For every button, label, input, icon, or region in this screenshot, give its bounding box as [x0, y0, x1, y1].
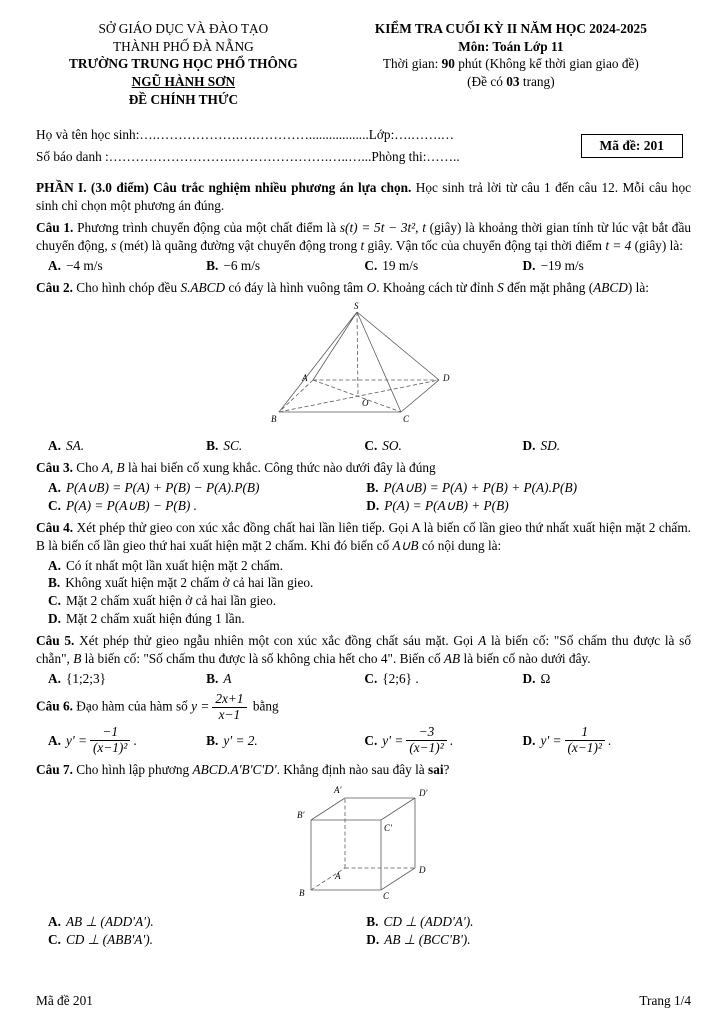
- fraction-denominator: (x−1)²: [567, 740, 602, 755]
- option-label: C.: [364, 732, 378, 748]
- option-text: Có ít nhất một lần xuất hiện mặt 2 chấm.: [65, 557, 284, 573]
- math-expression: O: [366, 280, 377, 296]
- option-label: A.: [48, 479, 61, 495]
- math-expression: AB: [443, 650, 461, 666]
- question-2: [36, 279, 691, 454]
- question-5-options: [36, 670, 691, 688]
- fraction: [565, 725, 605, 756]
- exam-title: KIỂM TRA CUỐI KỲ II NĂM HỌC 2024-2025: [374, 21, 647, 36]
- option-B: [206, 725, 364, 756]
- option-A: [48, 670, 206, 688]
- option-text: AB ⊥ (BCC'B').: [384, 931, 471, 947]
- fraction-denominator: (x−1)²: [92, 740, 128, 755]
- option-D: [523, 670, 681, 688]
- math-expression: t = 4: [605, 237, 632, 253]
- option-C: [364, 257, 522, 275]
- department-line-2: THÀNH PHỐ ĐÀ NẴNG: [113, 38, 254, 54]
- question-7-text: Câu 7. Cho hình lập phương ABCD.A'B'C'D'. Khẳng định nào sau đây là sai?: [36, 761, 450, 777]
- student-info-lines: [36, 124, 569, 167]
- option-D: [523, 725, 681, 756]
- exam-header: [36, 20, 691, 108]
- option-text: P(A∪B) = P(A) + P(B) + P(A).P(B): [383, 479, 578, 495]
- vertex-label-B: B: [299, 887, 305, 898]
- option-text: SA.: [65, 437, 85, 453]
- part1-title-bold: PHẦN I. (3.0 điểm) Câu trắc nghiệm nhiều phương án lựa chọn.: [36, 179, 412, 195]
- question-1-options: [36, 257, 691, 275]
- option-lhs: y' =: [382, 732, 404, 748]
- option-label: D.: [522, 257, 536, 273]
- math-expression: S.ABCD: [180, 280, 226, 296]
- math-expression: t: [422, 220, 426, 236]
- vertex-label-O: O: [361, 397, 368, 408]
- vertex-label-A: A: [335, 870, 341, 881]
- math-expression: s(t) = 5t − 3t²: [339, 220, 416, 236]
- option-lhs: y' =: [540, 732, 562, 748]
- option-text: y' = 2.: [223, 732, 258, 748]
- option-D: [523, 437, 681, 455]
- math-expression: B: [73, 650, 82, 666]
- math-expression: ABCD.A'B'C'D': [192, 761, 277, 777]
- question-label: Câu 4.: [36, 520, 74, 536]
- fraction-numerator: 1: [565, 725, 605, 741]
- question-3-text: Câu 3. Cho A, B là hai biến cố xung khắc. Công thức nào dưới đây là đúng: [36, 460, 436, 476]
- math-expression: t: [360, 237, 365, 253]
- option-B: [366, 913, 684, 931]
- fraction-numerator: −3: [406, 725, 446, 741]
- math-expression: s: [110, 237, 117, 253]
- option-label: D.: [522, 732, 536, 748]
- option-text: {1;2;3}: [65, 670, 107, 686]
- option-label: D.: [366, 931, 380, 947]
- exam-code-box: Mã đề: 201: [581, 134, 684, 158]
- school-name-line-1: TRƯỜNG TRUNG HỌC PHỔ THÔNG: [68, 56, 298, 72]
- option-text: Mặt 2 chấm xuất hiện đúng 1 lần.: [65, 610, 245, 626]
- option-text: {2;6} .: [382, 670, 419, 686]
- option-text: A: [223, 670, 232, 686]
- option-label: B.: [206, 670, 219, 686]
- vertex-label-D: D: [442, 372, 449, 383]
- option-label: B.: [206, 437, 219, 453]
- option-C: [48, 931, 366, 949]
- question-6-options: [36, 725, 691, 756]
- option-C: [364, 437, 522, 455]
- footer-exam-code: Mã đề 201: [36, 993, 93, 1009]
- student-id-line: Số báo danh :……………………….………………….…..…...Phòng thi:……..: [36, 148, 460, 164]
- math-expression: ABCD: [593, 280, 628, 296]
- option-text: P(A∪B) = P(A) + P(B) − P(A).P(B): [65, 479, 260, 495]
- option-label: C.: [48, 497, 61, 513]
- option-text: −19 m/s: [540, 257, 584, 273]
- question-7: [36, 761, 691, 949]
- option-text: P(A) = P(A∪B) + P(B): [384, 497, 509, 513]
- question-6-text: Câu 6. Đạo hàm của hàm số y = $\frac{2x+1}{x-1}$ bằng: [36, 691, 279, 723]
- option-text: −4 m/s: [65, 257, 103, 273]
- option-suffix: .: [607, 732, 612, 748]
- option-A: [48, 725, 206, 756]
- vertex-label-B: B: [270, 413, 276, 424]
- fraction-denominator: (x−1)²: [409, 740, 444, 755]
- part1-title: [36, 179, 691, 214]
- question-label: Câu 7.: [36, 761, 73, 777]
- official-exam-label: ĐỀ CHÍNH THỨC: [128, 91, 239, 107]
- vertex-label-S: S: [353, 300, 358, 311]
- option-A: [48, 257, 206, 275]
- question-6: [36, 692, 691, 756]
- question-2-text: Câu 2. Cho hình chóp đều S.ABCD có đáy là hình vuông tâm O. Khoảng cách từ đỉnh S đến mặt phẳng (ABCD) là:: [36, 280, 649, 296]
- option-B: [206, 670, 364, 688]
- part1-title-rest: Học sinh trả lời từ câu 1 đến câu 12. Mỗi câu học sinh chỉ chọn một phương án đúng.: [36, 179, 691, 213]
- exam-subject: Môn: Toán Lớp 11: [458, 38, 564, 54]
- vertex-label-B-prime: B': [297, 809, 305, 820]
- option-label: B.: [206, 257, 219, 273]
- option-label: B.: [366, 479, 379, 495]
- question-4-options: [36, 557, 691, 628]
- option-A: [48, 557, 691, 575]
- school-name-line-2: NGŨ HÀNH SƠN: [131, 74, 236, 90]
- question-7-figure: [36, 782, 691, 912]
- pyramid-figure: [269, 300, 459, 430]
- fraction: [90, 725, 130, 756]
- question-5-text: Câu 5. Xét phép thử gieo ngẫu nhiên một con xúc xắc đồng chất sáu mặt. Gọi A là biến cố: "Số chấm thu được là số chẵn", B là biến cố: "Số chấm thu được là số không chia hết cho 4". Biến cố AB là biến cố nào dưới đây.: [36, 633, 691, 666]
- question-3: [36, 459, 691, 514]
- option-C: [364, 725, 522, 756]
- option-label: B.: [366, 914, 379, 930]
- option-label: C.: [364, 437, 378, 453]
- question-label: Câu 6.: [36, 698, 73, 714]
- math-expression: A: [478, 633, 487, 649]
- option-text: SC.: [223, 437, 243, 453]
- question-7-options: [36, 913, 691, 948]
- option-D: [523, 257, 681, 275]
- option-label: C.: [48, 931, 61, 947]
- option-label: D.: [522, 437, 536, 453]
- option-text: 19 m/s: [382, 257, 419, 273]
- fraction-numerator: −1: [90, 725, 130, 741]
- option-label: A.: [48, 437, 61, 453]
- option-label: C.: [48, 592, 61, 608]
- footer-page-number: Trang 1/4: [639, 993, 691, 1009]
- vertex-label-A: A: [301, 372, 307, 383]
- option-label: A.: [48, 257, 61, 273]
- option-text: CD ⊥ (ABB'A').: [65, 931, 153, 947]
- option-suffix: .: [133, 732, 137, 748]
- option-text: SO.: [382, 437, 402, 453]
- math-expression: A, B: [101, 460, 125, 476]
- option-B: [206, 437, 364, 455]
- option-C: [48, 592, 691, 610]
- math-expression: A∪B: [392, 537, 419, 553]
- option-label: D.: [366, 497, 380, 513]
- option-text: P(A) = P(A∪B) − P(B) .: [65, 497, 197, 513]
- question-2-figure: [36, 300, 691, 435]
- question-4-text: Câu 4. Xét phép thử gieo con xúc xắc đồng chất hai lần liên tiếp. Gọi A là biến cố lần gieo thứ nhất xuất hiện mặt 2 chấm. B là biến cố lần gieo thứ hai xuất hiện mặt 2 chấm. Khi đó biến cố A∪B có nội dung là:: [36, 520, 691, 553]
- question-label: Câu 1.: [36, 220, 74, 236]
- question-5: [36, 632, 691, 687]
- student-info-section: [36, 124, 691, 167]
- vertex-label-C: C: [402, 413, 409, 424]
- option-text: Không xuất hiện mặt 2 chấm ở cả hai lần gieo.: [65, 575, 314, 591]
- question-label: Câu 2.: [36, 280, 73, 296]
- department-line-1: SỞ GIÁO DỤC VÀ ĐÀO TẠO: [98, 21, 269, 36]
- vertex-label-A-prime: A': [334, 784, 342, 795]
- option-label: D.: [522, 670, 536, 686]
- option-label: A.: [48, 670, 61, 686]
- option-suffix: .: [449, 732, 454, 748]
- option-B: [206, 257, 364, 275]
- option-text: CD ⊥ (ADD'A').: [383, 914, 474, 930]
- option-A: [48, 437, 206, 455]
- cube-figure: [281, 782, 446, 907]
- option-label: B.: [48, 575, 61, 591]
- question-3-options: [36, 479, 691, 514]
- option-A: [48, 479, 366, 497]
- math-expression: y =: [191, 698, 210, 714]
- vertex-label-D: D: [419, 864, 426, 875]
- option-B: [48, 574, 691, 592]
- header-left-block: [36, 20, 331, 108]
- option-C: [48, 497, 366, 515]
- option-text: Mặt 2 chấm xuất hiện ở cả hai lần gieo.: [65, 592, 277, 608]
- exam-page-count: (Đề có 03 trang): [467, 74, 555, 90]
- option-D: [366, 497, 684, 515]
- option-label: C.: [364, 670, 378, 686]
- option-label: D.: [48, 610, 61, 626]
- option-label: A.: [48, 557, 61, 573]
- option-label: B.: [206, 732, 219, 748]
- emphasis-sai: sai: [428, 761, 444, 777]
- question-2-options: [36, 437, 691, 455]
- page-footer: [36, 992, 691, 1010]
- option-label: C.: [364, 257, 378, 273]
- question-label: Câu 3.: [36, 460, 73, 476]
- vertex-label-C-prime: C': [384, 822, 392, 833]
- header-right-block: [331, 20, 691, 108]
- exam-duration: Thời gian: 90 phút (Không kể thời gian giao đề): [382, 56, 639, 72]
- option-D: [366, 931, 684, 949]
- option-label: A.: [48, 914, 61, 930]
- math-expression: S: [497, 280, 504, 296]
- option-B: [366, 479, 684, 497]
- fraction-denominator: x−1: [218, 707, 241, 723]
- question-1: [36, 219, 691, 274]
- option-text: SD.: [540, 437, 561, 453]
- option-text: −6 m/s: [223, 257, 261, 273]
- question-label: Câu 5.: [36, 633, 75, 649]
- option-label: A.: [48, 732, 61, 748]
- fraction-numerator: 2x+1: [212, 692, 246, 708]
- option-A: [48, 913, 366, 931]
- student-name-line: Họ và tên học sinh:….……………….….…………..................Lớp:….…….…: [36, 127, 455, 143]
- question-4: [36, 519, 691, 627]
- fraction: [212, 692, 246, 723]
- option-C: [364, 670, 522, 688]
- vertex-label-D-prime: D': [419, 787, 428, 798]
- option-D: [48, 610, 691, 628]
- option-text: AB ⊥ (ADD'A').: [65, 914, 154, 930]
- fraction: [406, 725, 446, 756]
- option-text: Ω: [540, 670, 551, 686]
- vertex-label-C: C: [383, 890, 390, 901]
- question-1-text: Câu 1. Phương trình chuyển động của một chất điểm là s(t) = 5t − 3t², t (giây) là khoảng thời gian tính từ lúc vật bắt đầu chuyển động, s (mét) là quãng đường vật chuyển động trong t giây. Vận tốc của chuyển động tại thời điểm t = 4 (giây) là:: [36, 220, 691, 253]
- option-lhs: y' =: [65, 732, 87, 748]
